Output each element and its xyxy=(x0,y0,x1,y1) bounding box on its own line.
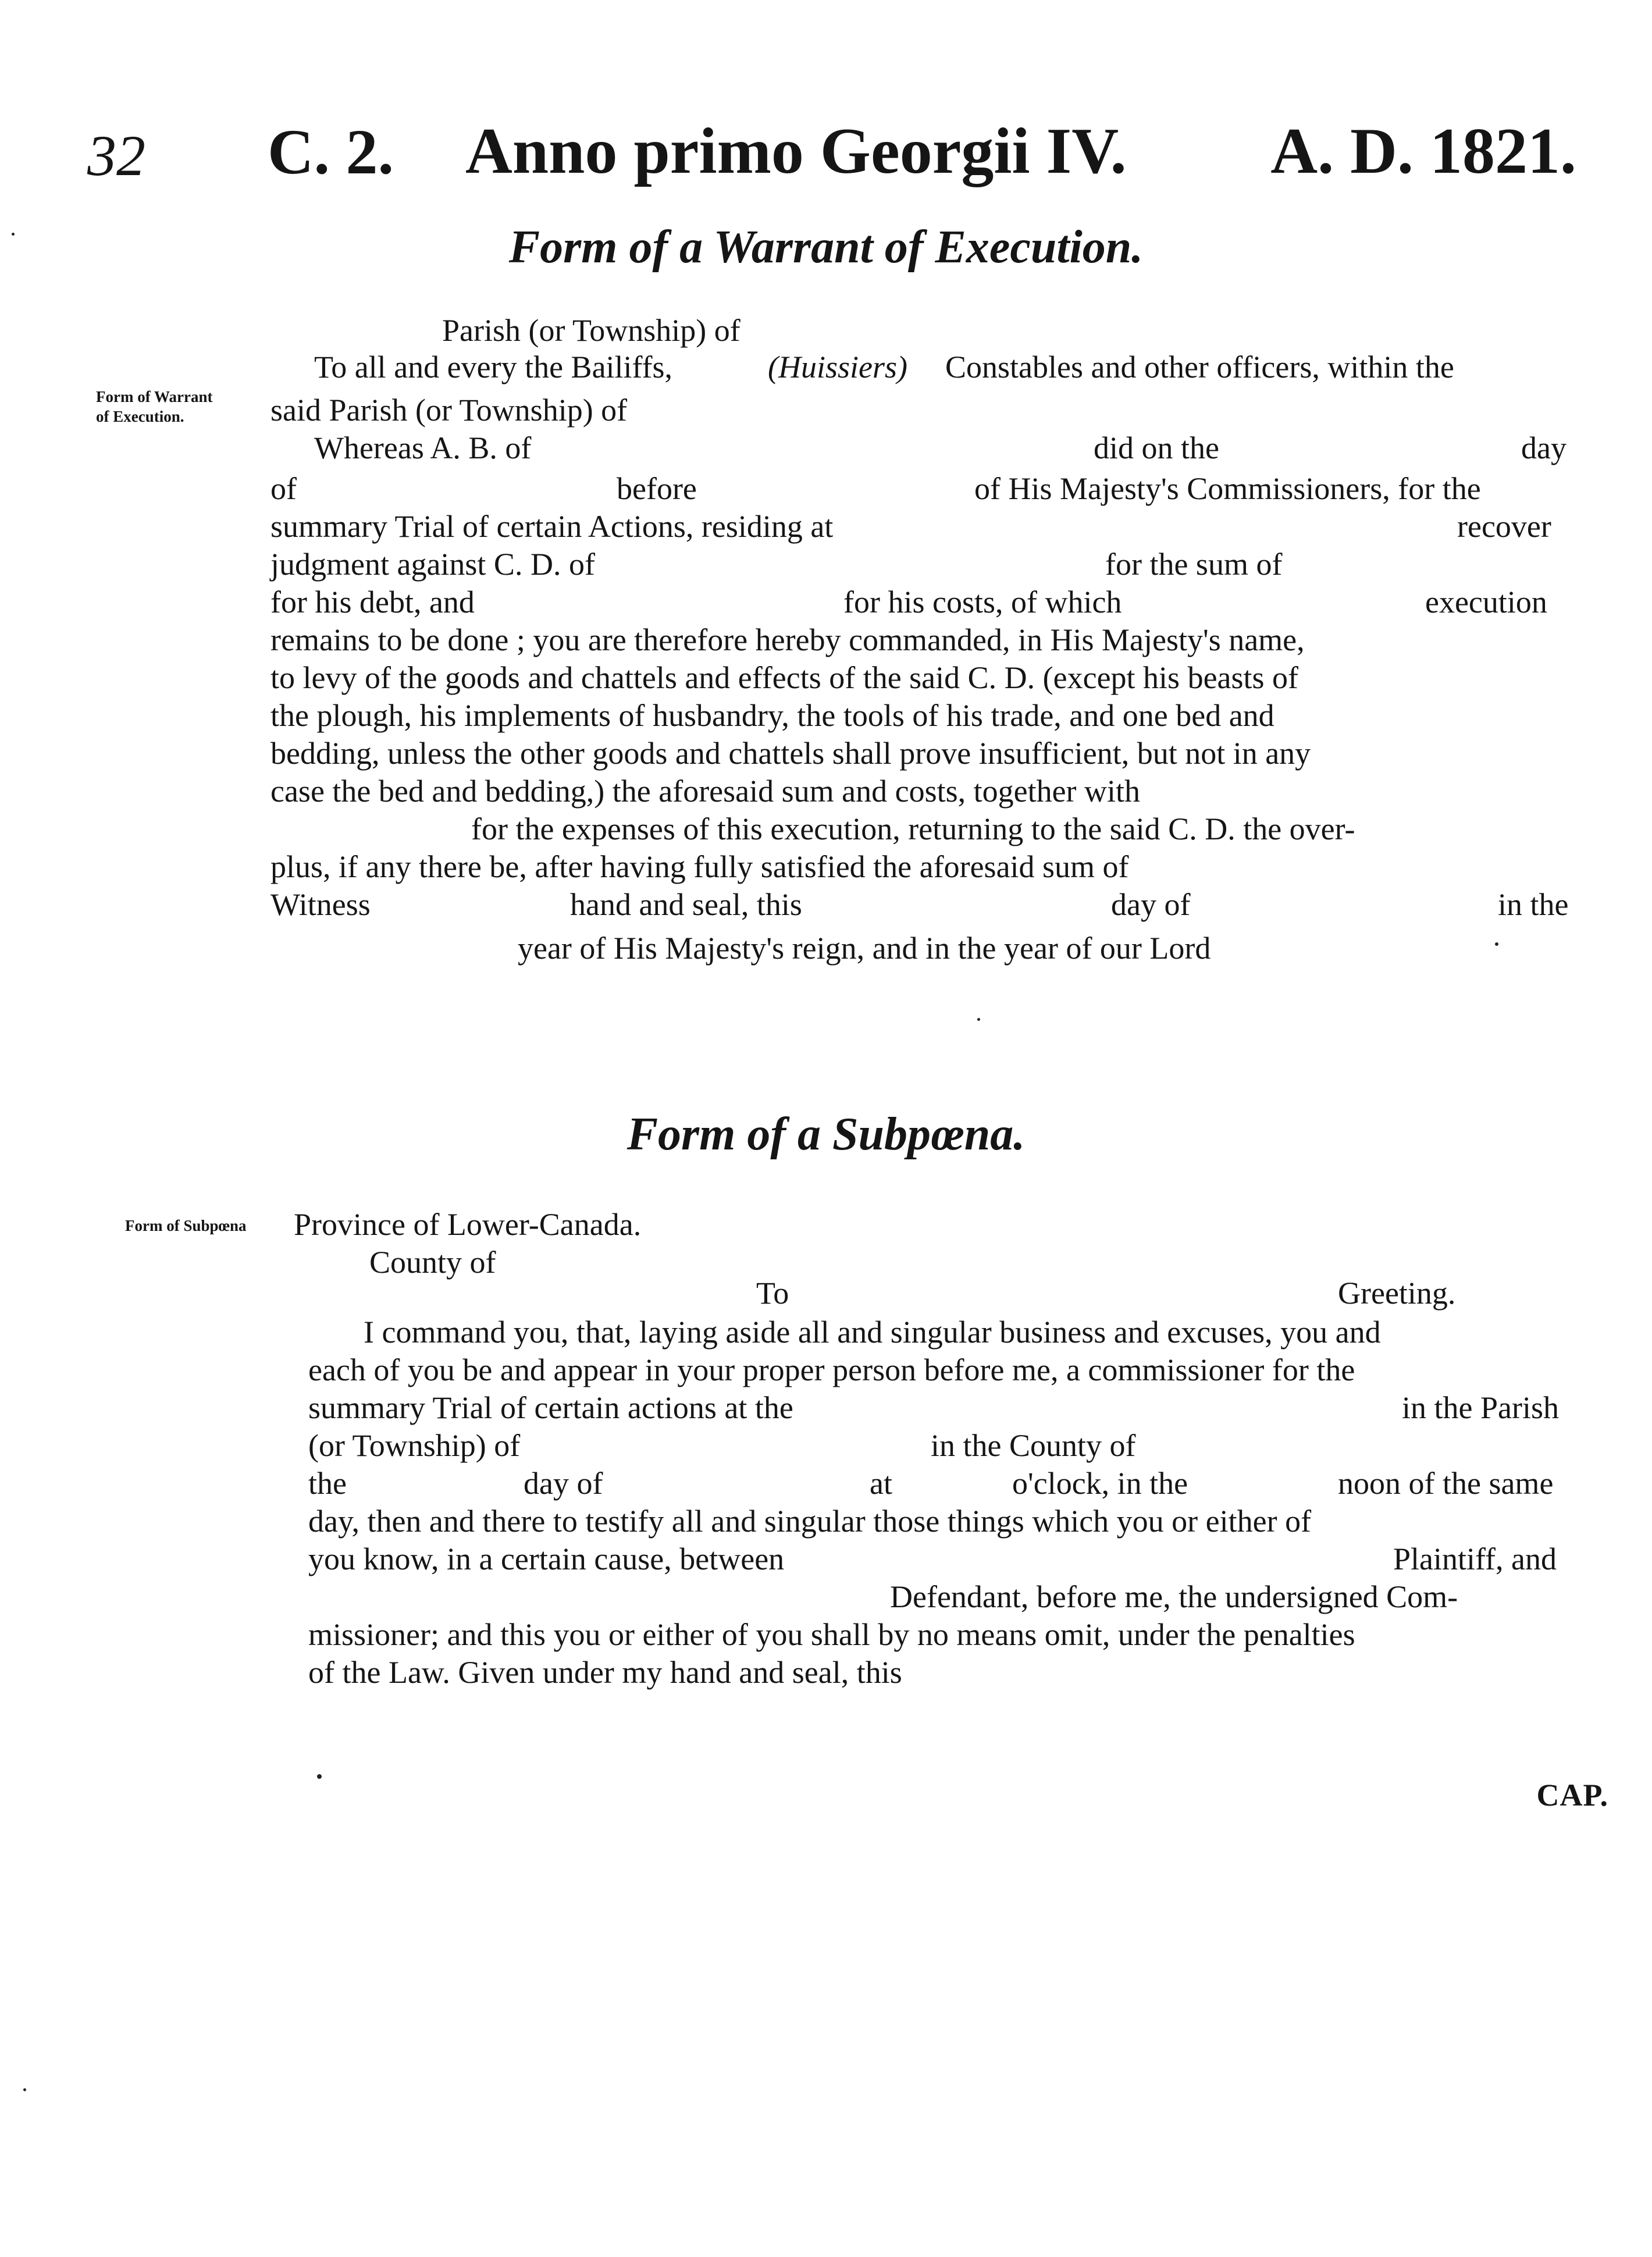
subpoena-text: Greeting. xyxy=(1338,1276,1456,1311)
warrant-text: judgment against C. D. of xyxy=(270,547,595,582)
subpoena-line-13: of the Law. Given under my hand and seal, this xyxy=(308,1655,902,1690)
subpoena-margin-note: Form of Subpœna xyxy=(125,1217,247,1234)
subpoena-text: (or Township) of xyxy=(308,1428,521,1463)
print-speck xyxy=(977,1018,980,1021)
running-header xyxy=(87,102,1576,189)
warrant-margin-note xyxy=(96,387,212,426)
warrant-text: for the sum of xyxy=(1105,547,1283,582)
warrant-text: Parish (or Township) of xyxy=(442,313,740,348)
subpoena-text: in the County of xyxy=(931,1428,1136,1463)
warrant-text: for his debt, and xyxy=(270,585,475,620)
warrant-line-12: bedding, unless the other goods and chattels shall prove insufficient, but not in any xyxy=(270,736,1311,771)
warrant-text: Whereas A. B. of xyxy=(314,430,532,465)
warrant-text: Witness xyxy=(270,887,371,922)
warrant-line-15: plus, if any there be, after having fully satisfied the aforesaid sum of xyxy=(270,849,1129,884)
warrant-text: To all and every the Bailiffs, xyxy=(314,350,673,385)
warrant-text: of xyxy=(270,471,297,506)
print-speck xyxy=(317,1774,322,1779)
warrant-text: hand and seal, this xyxy=(570,887,802,922)
subpoena-text: day of xyxy=(524,1466,603,1501)
warrant-heading: Form of a Warrant of Execution. xyxy=(508,222,1144,273)
subpoena-text: summary Trial of certain actions at the xyxy=(308,1390,793,1425)
warrant-text: did on the xyxy=(1094,430,1219,465)
subpoena-line-4: I command you, that, laying aside all and singular business and excuses, you and xyxy=(364,1315,1381,1350)
subpoena-text: Plaintiff, and xyxy=(1393,1542,1557,1576)
subpoena-text: at xyxy=(870,1466,892,1501)
subpoena-text: noon of the same xyxy=(1338,1466,1554,1501)
subpoena-heading: Form of a Subpœna. xyxy=(626,1109,1026,1160)
subpoena-line-2: County of xyxy=(369,1245,496,1280)
warrant-text: day of xyxy=(1111,887,1191,922)
warrant-margin-note-line-2: of Execution. xyxy=(96,408,184,425)
subpoena-line-1: Province of Lower-Canada. xyxy=(294,1207,642,1242)
warrant-text: summary Trial of certain Actions, residing at xyxy=(270,509,834,544)
warrant-margin-note-line-1: Form of Warrant xyxy=(96,388,213,405)
warrant-text: Constables and other officers, within the xyxy=(945,350,1454,385)
warrant-text: before xyxy=(617,471,697,506)
subpoena-line-9: day, then and there to testify all and singular those things which you or either of xyxy=(308,1504,1312,1539)
page-number: 32 xyxy=(87,123,145,188)
warrant-line-17: year of His Majesty's reign, and in the year of our Lord xyxy=(518,931,1211,966)
print-speck xyxy=(23,2088,26,2091)
subpoena-text: the xyxy=(308,1466,347,1501)
regnal-year: Anno primo Georgii IV. xyxy=(465,115,1127,187)
warrant-text: day xyxy=(1521,430,1566,465)
subpoena-line-5: each of you be and appear in your proper person before me, a commissioner for the xyxy=(308,1352,1355,1387)
warrant-text: for his costs, of which xyxy=(843,585,1122,620)
subpoena-text: o'clock, in the xyxy=(1012,1466,1188,1501)
subpoena-text: To xyxy=(756,1276,789,1311)
warrant-text: execution xyxy=(1425,585,1547,620)
warrant-text: recover xyxy=(1457,509,1551,544)
year-date: A. D. 1821. xyxy=(1270,115,1576,187)
warrant-text: in the xyxy=(1498,887,1569,922)
warrant-text: said Parish (or Township) of xyxy=(270,393,628,428)
warrant-line-11: the plough, his implements of husbandry, the tools of his trade, and one bed and xyxy=(270,698,1274,733)
warrant-line-13: case the bed and bedding,) the aforesaid sum and costs, together with xyxy=(270,774,1141,809)
warrant-text-italic: (Huissiers) xyxy=(768,350,907,385)
catchword: CAP. xyxy=(1536,1778,1608,1813)
print-speck xyxy=(12,233,15,236)
print-speck xyxy=(1495,942,1498,946)
warrant-line-14: for the expenses of this execution, returning to the said C. D. the over- xyxy=(471,811,1355,846)
warrant-text: of His Majesty's Commissioners, for the xyxy=(974,471,1481,506)
subpoena-line-11: Defendant, before me, the undersigned Com- xyxy=(890,1579,1458,1614)
subpoena-text: you know, in a certain cause, between xyxy=(308,1542,785,1576)
warrant-line-10: to levy of the goods and chattels and effects of the said C. D. (except his beasts of xyxy=(270,660,1299,695)
subpoena-text: in the Parish xyxy=(1402,1390,1559,1425)
warrant-line-9: remains to be done ; you are therefore hereby commanded, in His Majesty's name, xyxy=(270,622,1305,657)
chapter-number: C. 2. xyxy=(268,116,394,187)
subpoena-line-12: missioner; and this you or either of you shall by no means omit, under the penalties xyxy=(308,1617,1355,1652)
